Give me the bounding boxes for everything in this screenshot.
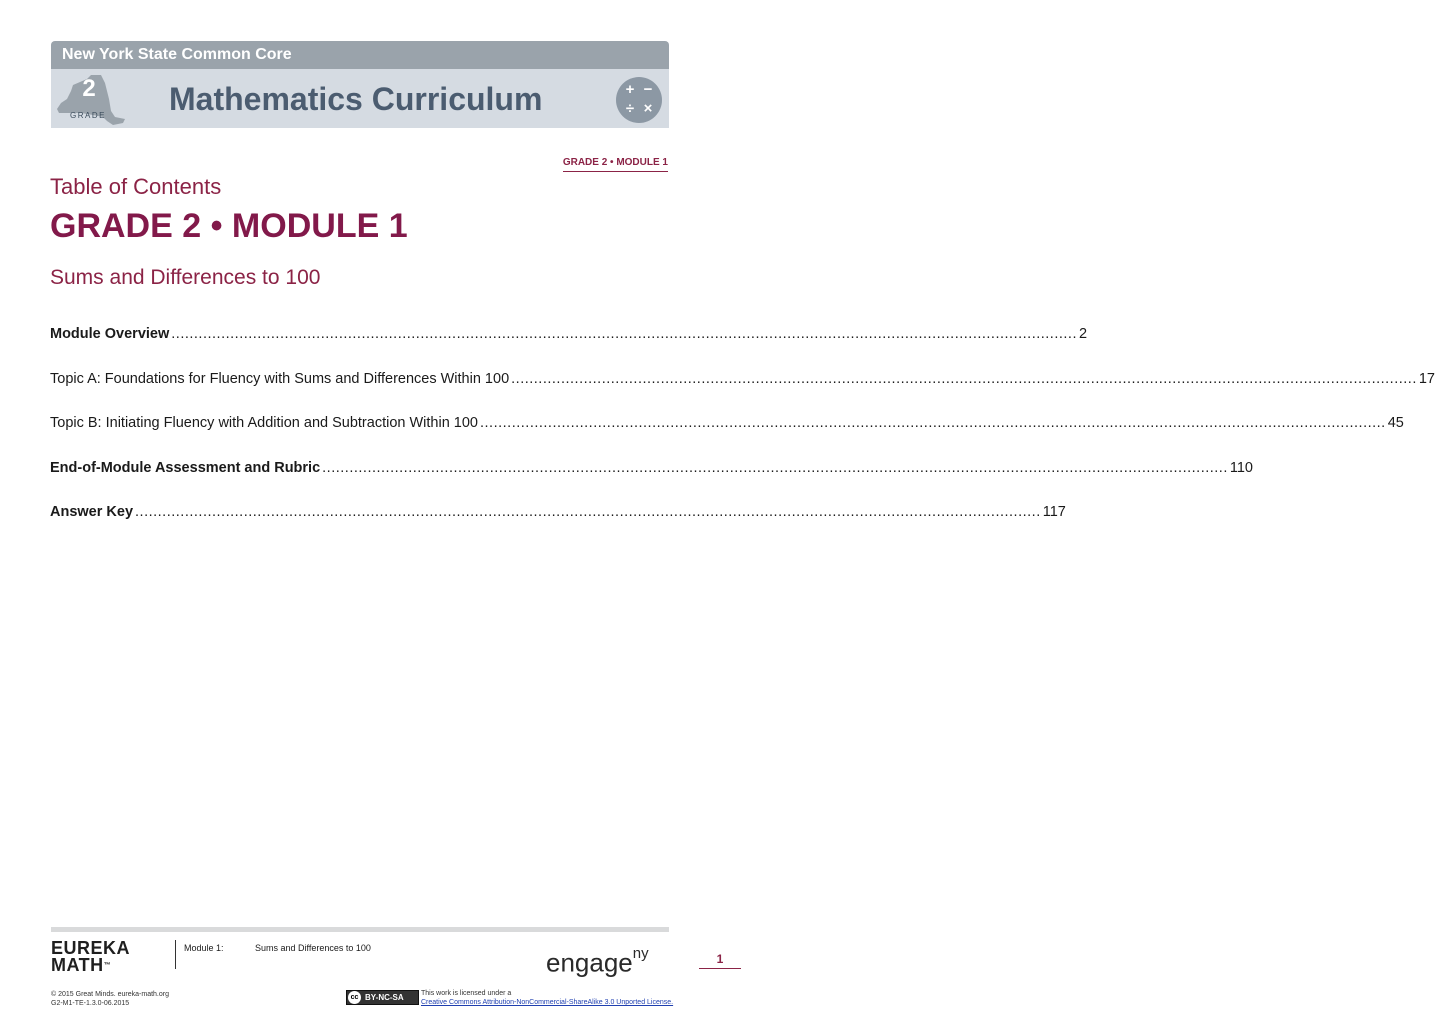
times-icon: × <box>643 100 653 117</box>
page-number: 1 <box>699 952 741 969</box>
toc-entry-title: Answer Key <box>50 504 134 520</box>
footer-module-label: Module 1: <box>184 943 224 953</box>
copyright-line-1: © 2015 Great Minds. eureka-math.org <box>51 991 169 998</box>
toc-entry-page: 110 <box>1229 459 1253 476</box>
table-of-contents <box>50 323 1435 546</box>
cc-icon: cc <box>348 991 361 1004</box>
divide-icon: ÷ <box>625 100 635 117</box>
grade-word: GRADE <box>70 111 106 120</box>
banner-top-strip: New York State Common Core <box>51 41 669 69</box>
footer-rule <box>51 927 669 932</box>
copyright-line-2: G2-M1-TE-1.3.0-06.2015 <box>51 1000 130 1007</box>
engage-ny: ny <box>632 945 649 962</box>
toc-entry-answer-key[interactable] <box>50 501 1066 523</box>
module-subtitle: Sums and Differences to 100 <box>50 266 321 289</box>
toc-dot-leader: ........................................................................................................................................................................................................ <box>511 370 1417 387</box>
copyright-notice <box>51 990 169 1008</box>
toc-entry-title: Topic B: Initiating Fluency with Addition and Subtraction Within 100 <box>50 415 478 431</box>
toc-entry-title: Topic A: Foundations for Fluency with Sums and Differences Within 100 <box>50 370 510 387</box>
toc-entry-page: 117 <box>1042 504 1066 520</box>
license-line-1: This work is licensed under a <box>421 990 512 997</box>
toc-dot-leader: ........................................................................................................................................................................................................ <box>480 415 1386 431</box>
logo-line-2: MATH <box>51 955 104 975</box>
math-operators-icon <box>616 77 662 123</box>
toc-entry-topic-a[interactable] <box>50 368 1435 390</box>
toc-entry-title: Module Overview <box>50 326 170 342</box>
toc-dot-leader: ........................................................................................................................................................................................................ <box>171 326 1077 342</box>
engageny-logo <box>546 943 649 978</box>
toc-dot-leader: ........................................................................................................................................................................................................ <box>322 459 1228 476</box>
toc-entry-module-overview[interactable] <box>50 323 1088 345</box>
banner-bottom-strip <box>51 69 669 128</box>
curriculum-banner <box>51 41 669 128</box>
eureka-math-logo <box>51 940 130 974</box>
module-title: GRADE 2 • MODULE 1 <box>50 207 408 245</box>
license-notice <box>421 989 673 1007</box>
logo-line-1: EUREKA <box>51 938 131 958</box>
toc-entry-page: 45 <box>1387 415 1404 431</box>
toc-entry-page: 17 <box>1418 370 1435 387</box>
toc-entry-assessment[interactable] <box>50 457 1253 479</box>
license-link[interactable]: Creative Commons Attribution-NonCommercial-ShareAlike 3.0 Unported License. <box>421 999 674 1006</box>
toc-entry-page: 2 <box>1078 326 1088 342</box>
footer-divider <box>175 940 176 969</box>
toc-entry-topic-b[interactable] <box>50 412 1404 434</box>
footer-module-topic: Sums and Differences to 100 <box>255 943 371 953</box>
toc-dot-leader: ........................................................................................................................................................................................................ <box>135 504 1041 520</box>
minus-icon: − <box>643 81 653 98</box>
running-head: GRADE 2 • MODULE 1 <box>563 157 668 172</box>
toc-heading: Table of Contents <box>50 174 222 199</box>
curriculum-title: Mathematics Curriculum <box>169 81 543 117</box>
engage-word: engage <box>546 947 633 978</box>
trademark-mark: ™ <box>103 962 112 969</box>
plus-icon: + <box>625 81 635 98</box>
toc-entry-title: End-of-Module Assessment and Rubric <box>50 459 321 476</box>
cc-badge-label: BY-NC-SA <box>365 993 404 1002</box>
grade-number: 2 <box>82 75 96 102</box>
creative-commons-badge <box>346 990 419 1005</box>
